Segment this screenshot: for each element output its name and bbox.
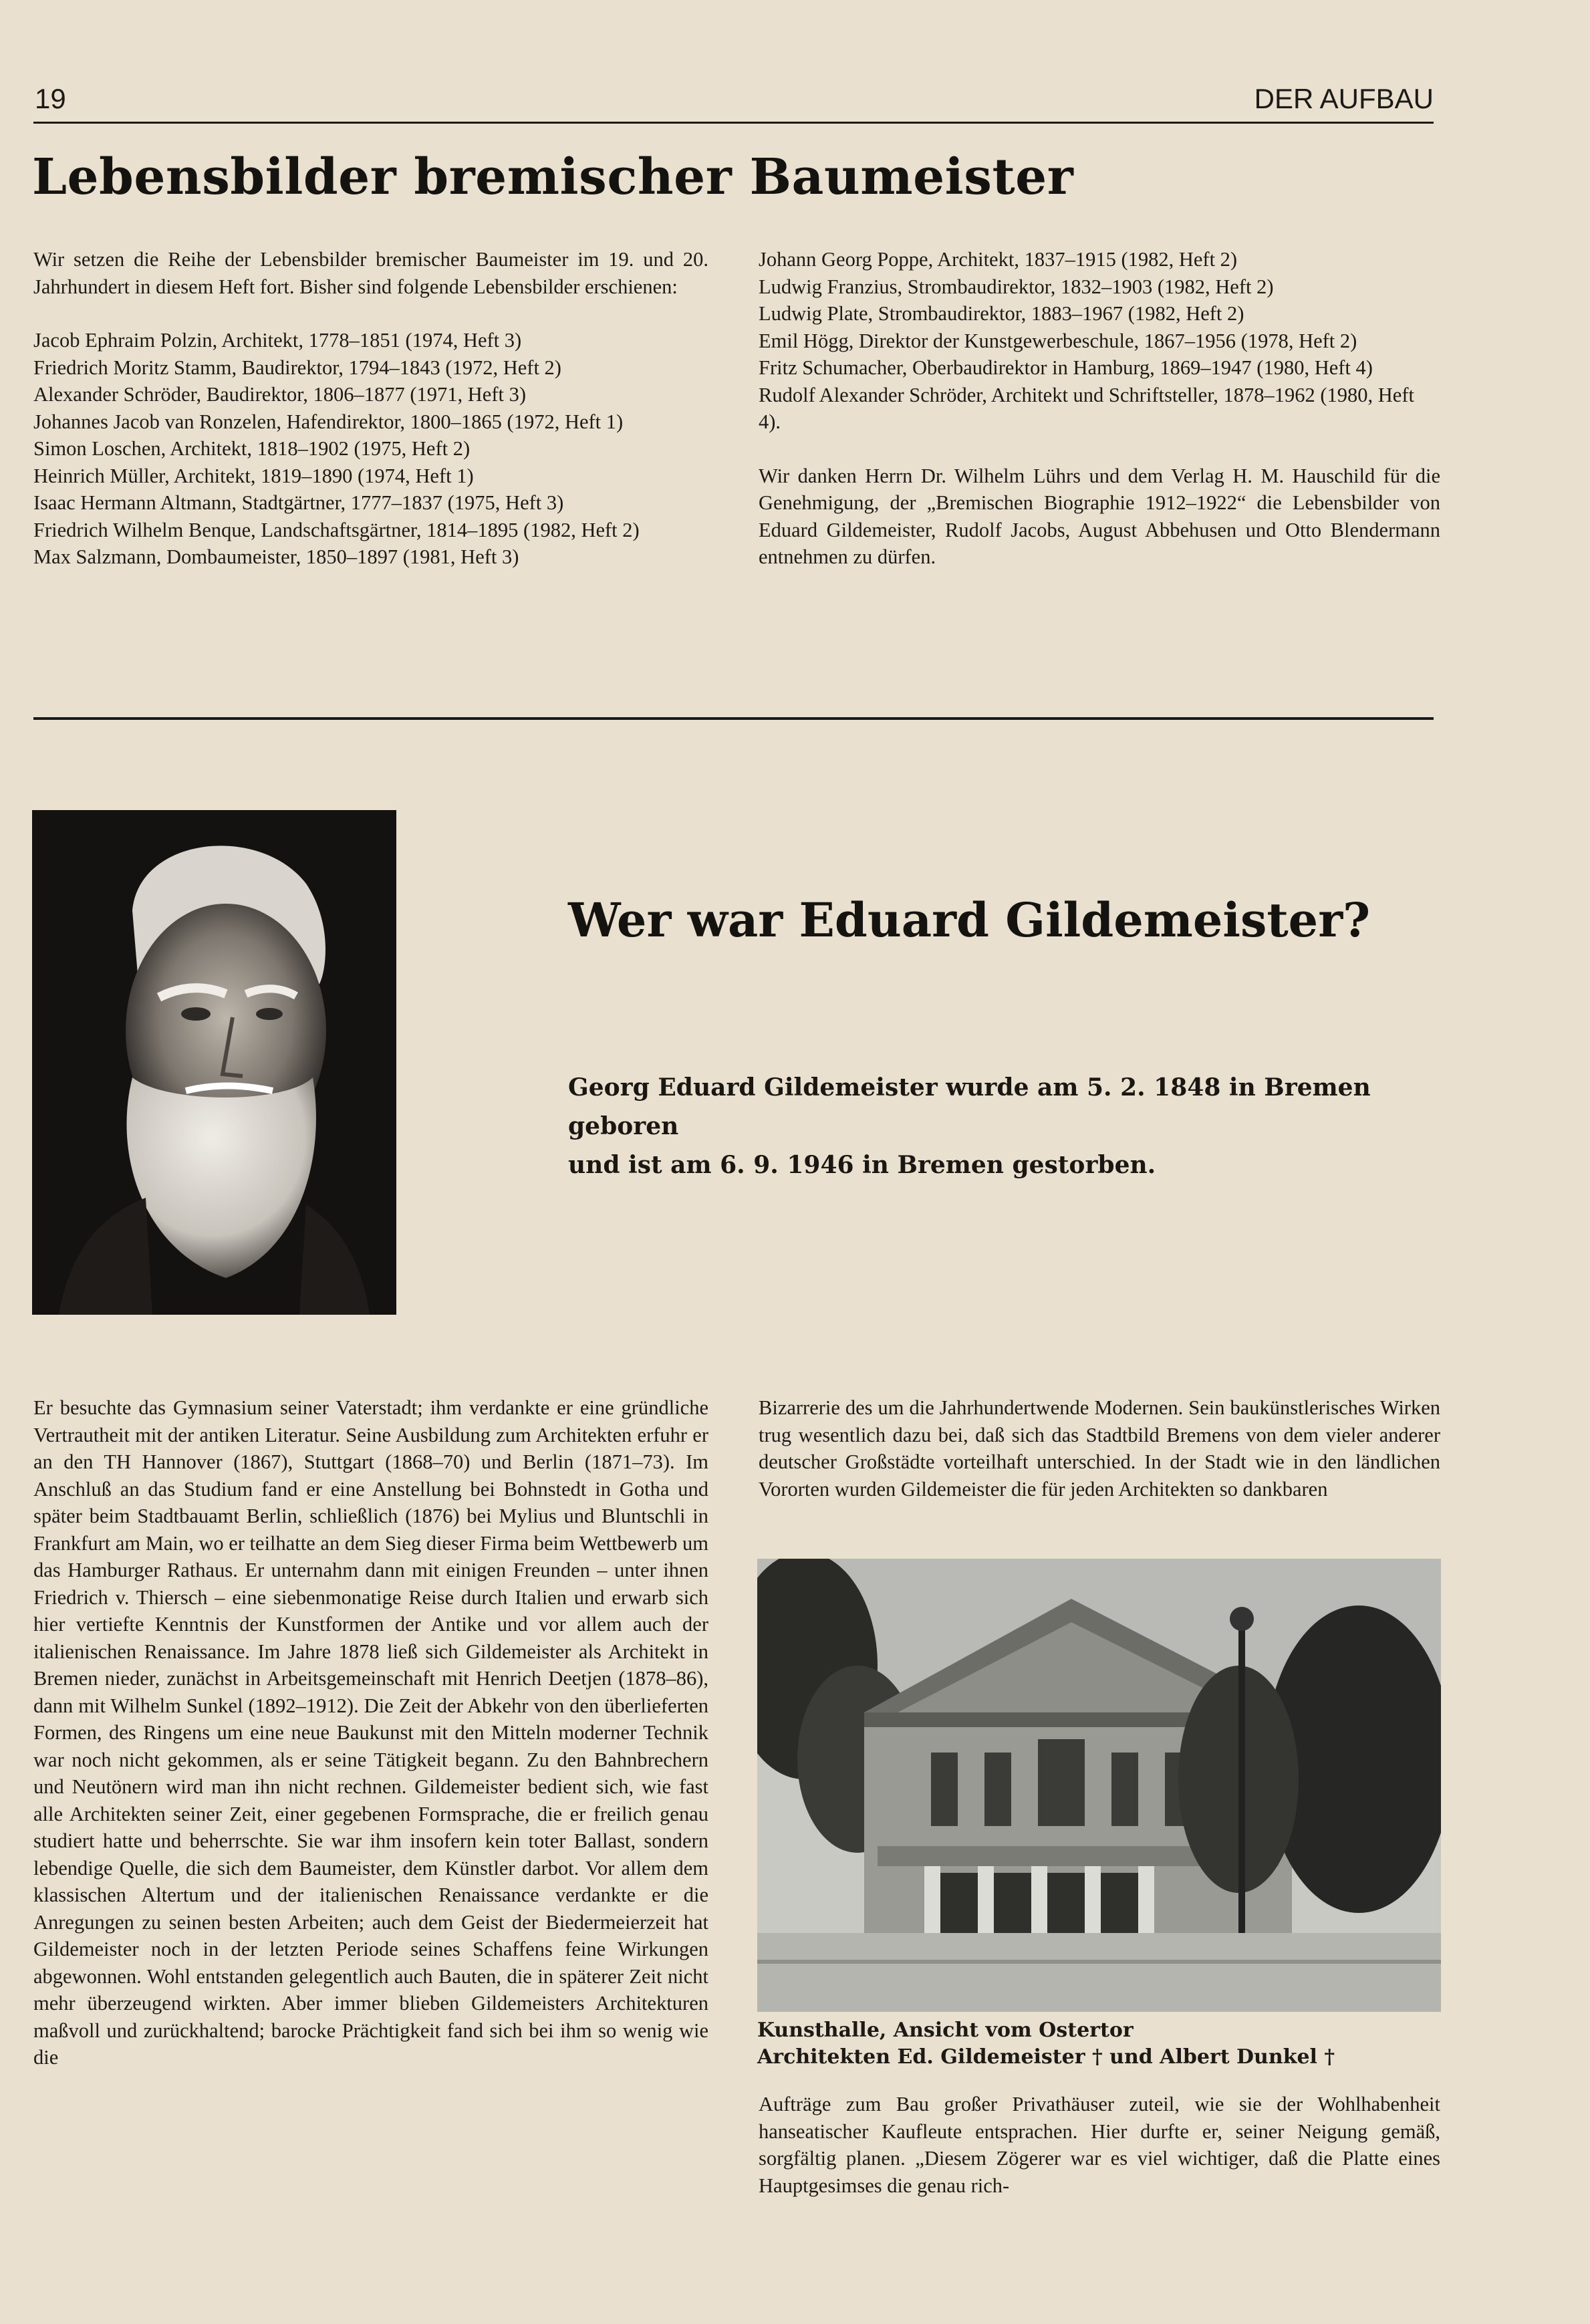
acknowledgement-paragraph: Wir danken Herrn Dr. Wilhelm Lührs und dem Verlag H. M. Hauschild für die Genehmigung, der „Bremischen Biographie 1912–1922“ die Lebensbilder von Eduard Gildemeister, Rudolf Jacobs, August Abbehusen und Otto Blendermann entnehmen zu dürfen. [759,464,1440,568]
article-title: Wer war Eduard Gildemeister? [568,892,1371,948]
list-item: Simon Loschen, Architekt, 1818–1902 (1975, Heft 2) [33,437,471,460]
section-divider [33,717,1434,720]
list-item: Jacob Ephraim Polzin, Architekt, 1778–1851 (1974, Heft 3) [33,329,522,352]
list-item: Ludwig Franzius, Strombaudirektor, 1832–1903 (1982, Heft 2) [759,275,1274,298]
kunsthalle-photo [757,1559,1441,2012]
list-item: Johannes Jacob van Ronzelen, Hafendirektor, 1800–1865 (1972, Heft 1) [33,410,624,433]
intro-left-column [33,246,708,571]
caption-line: Kunsthalle, Ansicht vom Ostertor [757,2019,1134,2042]
body-paragraph: Aufträge zum Bau großer Privathäuser zuteil, wie sie der Wohlhabenheit hanseatischer Kaufleute entsprachen. Hier durfte er, seiner Neigung gemäß, sorgfältig planen. „Diesem Zögerer war es viel wichtiger, daß die Platte eines Hauptgesimses die genau rich- [759,2093,1440,2197]
header-rule [33,122,1434,124]
list-item: Heinrich Müller, Architekt, 1819–1890 (1974, Heft 1) [33,464,474,487]
list-item: Isaac Hermann Altmann, Stadtgärtner, 1777–1837 (1975, Heft 3) [33,491,564,514]
photo-caption [757,2017,1441,2071]
intro-paragraph: Wir setzen die Reihe der Lebensbilder bremischer Baumeister im 19. und 20. Jahrhundert in diesem Heft fort. Bisher sind folgende Lebensbilder erschienen: [33,248,708,298]
building-illustration [757,1559,1441,2012]
list-item: Max Salzmann, Dombaumeister, 1850–1897 (1981, Heft 3) [33,545,519,568]
body-paragraph: Bizarrerie des um die Jahrhundertwende Modernen. Sein baukünstlerisches Wirken trug wesentlich dazu bei, daß sich das Stadtbild Bremens von dem vieler anderer deutscher Großstädte vorteilhaft unterschied. In der Stadt wie in den ländlichen Vororten wurden Gildemeister die für jeden Architekten so dankbaren [759,1396,1440,1501]
published-list-right [759,246,1440,436]
lead-line: Georg Eduard Gildemeister wurde am 5. 2. 1848 in Bremen geboren [568,1073,1371,1140]
caption-line: Architekten Ed. Gildemeister † und Albert Dunkel † [757,2045,1335,2069]
published-list-left [33,327,708,571]
list-item: Johann Georg Poppe, Architekt, 1837–1915 (1982, Heft 2) [759,248,1238,271]
article-lead [568,1068,1444,1184]
article-body-left [33,1394,708,2071]
list-item: Ludwig Plate, Strombaudirektor, 1883–1967 (1982, Heft 2) [759,302,1244,325]
list-item: Emil Högg, Direktor der Kunstgewerbeschule, 1867–1956 (1978, Heft 2) [759,329,1357,352]
journal-name: DER AUFBAU [1254,83,1434,114]
list-item: Friedrich Moritz Stamm, Baudirektor, 1794–1843 (1972, Heft 2) [33,356,561,379]
list-item: Friedrich Wilhelm Benque, Landschaftsgärtner, 1814–1895 (1982, Heft 2) [33,518,640,541]
body-paragraph: Er besuchte das Gymnasium seiner Vaterstadt; ihm verdankte er eine gründliche Vertrautheit mit der antiken Literatur. Seine Ausbildung zum Architekten erfuhr er an den TH Hannover (1867), Stuttgart (1868–70) und Berlin (1871–73). Im Anschluß an das Studium fand er eine Anstellung bei Bohnstedt in Gotha und später beim Stadtbauamt Berlin, schließlich (1876) bei Mylius und Bluntschli in Frankfurt am Main, wo er teilhatte an dem Sieg dieser Firma beim Wettbewerb um das Hamburger Rathaus. Er unternahm dann mit einigen Freunden – unter ihnen Friedrich v. Thiersch – eine siebenmonatige Reise durch Italien und erwarb sich hier vertiefte Kenntnis der Kunstformen der Antike und vor allem auch der italienischen Renaissance. Im Jahre 1878 ließ sich Gildemeister als Architekt in Bremen nieder, zunächst in Arbeitsgemeinschaft mit Henrich Deetjen (1878–86), dann mit Wilhelm Sunkel (1892–1912). Die Zeit der Abkehr von den überlieferten Formen, des Ringens um eine neue Baukunst mit den Mitteln moderner Technik war noch nicht gekommen, als er seine Tätigkeit begann. Zu den Bahnbrechern und Neutönern wird man ihn nicht rechnen. Gildemeister bedient sich, wie fast alle Architekten seiner Zeit, einer gegebenen Formsprache, die er freilich genau studiert hatte und beherrschte. Sie war ihm insofern kein toter Ballast, sondern lebendige Quelle, die sich dem Baumeister, dem Künstler darbot. Vor allem dem klassischen Altertum und der italienischen Renaissance verdankte er die Anregungen zu seinen besten Arbeiten; auch dem Geist der Biedermeierzeit hat Gildemeister noch in der letzten Periode seines Schaffens feine Wirkungen abgewonnen. Wohl entstanden gelegentlich auch Bauten, die in späterer Zeit nicht mehr überzeugend wirkten. Aber immer blieben Gildemeisters Architekturen maßvoll und zurückhaltend; barocke Prächtigkeit fand sich bei ihm so wenig wie die [33,1396,708,2069]
portrait-photo [32,810,396,1315]
lead-line: und ist am 6. 9. 1946 in Bremen gestorben. [568,1151,1156,1179]
article-body-right-top [759,1394,1440,1503]
list-item: Alexander Schröder, Baudirektor, 1806–1877 (1971, Heft 3) [33,383,526,406]
section-title: Lebensbilder bremischer Baumeister [32,148,1074,206]
list-item: Fritz Schumacher, Oberbaudirektor in Hamburg, 1869–1947 (1980, Heft 4) [759,356,1373,379]
intro-right-column [759,246,1440,571]
list-item: Rudolf Alexander Schröder, Architekt und Schriftsteller, 1878–1962 (1980, Heft 4). [759,383,1414,433]
portrait-illustration [32,810,396,1315]
page-number: 19 [35,83,66,114]
article-body-right-bottom [759,2091,1440,2199]
